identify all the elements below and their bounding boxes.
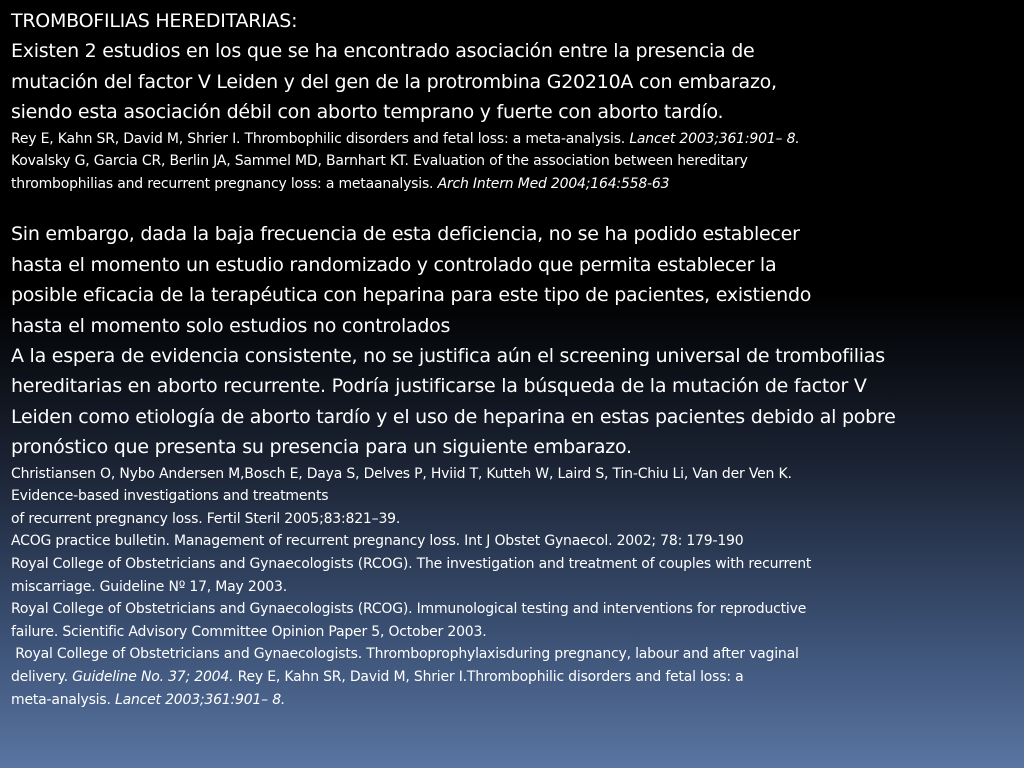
reference-line: miscarriage. Guideline Nº 17, May 2003. xyxy=(11,578,287,595)
reference-text: Rey E, Kahn SR, David M, Shrier I. Thrombophilic disorders and fetal loss: a meta-analysis. xyxy=(11,130,630,147)
reference-text: Rey E, Kahn SR, David M, Shrier I.Thrombophilic disorders and fetal loss: a xyxy=(233,669,744,685)
paragraph-line: hereditarias en aborto recurrente. Podría justificarse la búsqueda de la mutación de factor V xyxy=(11,375,867,398)
reference-journal: Lancet 2003;361:901– 8. xyxy=(629,130,800,147)
paragraph-line: Sin embargo, dada la baja frecuencia de esta deficiencia, no se ha podido establecer xyxy=(11,223,800,246)
paragraph-line: siendo esta asociación débil con aborto temprano y fuerte con aborto tardío. xyxy=(11,101,724,124)
reference-journal: Arch Intern Med 2004;164:558-63 xyxy=(437,175,670,192)
slide-content xyxy=(11,6,1015,711)
reference-rey xyxy=(11,128,1015,151)
reference-text: meta-analysis. xyxy=(11,691,115,708)
reference-line: Christiansen O, Nybo Andersen M,Bosch E, Daya S, Delves P, Hviid T, Kutteh W, Laird S, Tin-Chiu Li, Van der Ven K. xyxy=(11,465,792,482)
reference-kovalsky-cont xyxy=(11,173,1015,196)
paragraph-line: posible eficacia de la terapéutica con heparina para este tipo de pacientes, existiendo xyxy=(11,284,812,307)
reference-line: Royal College of Obstetricians and Gynaecologists (RCOG). The investigation and treatment of couples with recurrent xyxy=(11,556,812,573)
reference-text: thrombophilias and recurrent pregnancy loss: a metaanalysis. xyxy=(11,175,438,192)
reference-line: ACOG practice bulletin. Management of recurrent pregnancy loss. Int J Obstet Gynaecol. 2002; 78: 179-190 xyxy=(11,533,744,550)
paragraph-line: A la espera de evidencia consistente, no se justifica aún el screening universal de trombofilias xyxy=(11,345,885,368)
reference-line: failure. Scientific Advisory Committee Opinion Paper 5, October 2003. xyxy=(11,623,487,640)
paragraph-line: mutación del factor V Leiden y del gen de la protrombina G20210A con embarazo, xyxy=(11,70,777,93)
section-heading: TROMBOFILIAS HEREDITARIAS: xyxy=(11,10,298,32)
reference-line: of recurrent pregnancy loss. Fertil Steril 2005;83:821–39. xyxy=(11,510,401,527)
reference-line xyxy=(11,689,1015,712)
reference-line: Royal College of Obstetricians and Gynaecologists (RCOG). Immunological testing and interventions for reproductive xyxy=(11,601,807,618)
paragraph-line: hasta el momento solo estudios no controlados xyxy=(11,314,451,337)
reference-text: delivery. xyxy=(11,669,73,685)
paragraph-line: Existen 2 estudios en los que se ha encontrado asociación entre la presencia de xyxy=(11,40,755,63)
reference-line: Royal College of Obstetricians and Gynaecologists. Thromboprophylaxisduring pregnancy, labour and after vaginal xyxy=(11,646,799,663)
reference-guideline: Guideline No. 37; 2004. xyxy=(72,669,234,685)
reference-line: Evidence-based investigations and treatments xyxy=(11,488,329,505)
paragraph-line: Leiden como etiología de aborto tardío y el uso de heparina en estas pacientes debido al pobre xyxy=(11,405,896,428)
reference-line xyxy=(11,666,1015,689)
spacer xyxy=(11,195,1015,219)
paragraph-line: pronóstico que presenta su presencia para un siguiente embarazo. xyxy=(11,436,632,459)
paragraph-line: hasta el momento un estudio randomizado y controlado que permita establecer la xyxy=(11,253,777,276)
reference-kovalsky: Kovalsky G, Garcia CR, Berlin JA, Sammel MD, Barnhart KT. Evaluation of the association between hereditary xyxy=(11,153,748,170)
reference-journal: Lancet 2003;361:901– 8. xyxy=(114,691,286,708)
